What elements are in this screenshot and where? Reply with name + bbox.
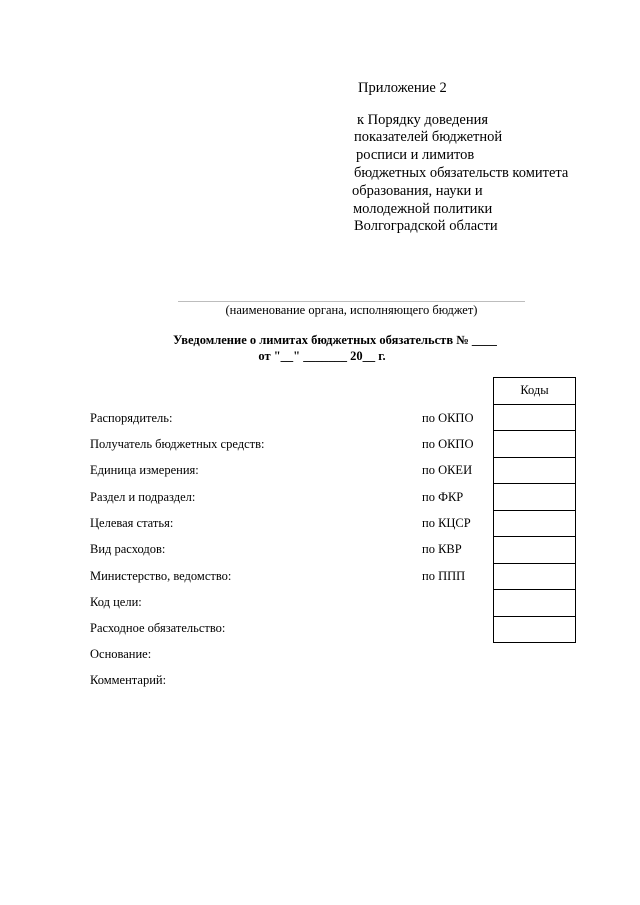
appendix-title: Приложение 2	[358, 80, 447, 96]
row-code-okei: по ОКЕИ	[422, 463, 473, 477]
code-cell[interactable]	[494, 404, 576, 431]
appendix-line: бюджетных обязательств комитета	[354, 165, 569, 181]
notice-title	[0, 333, 640, 364]
appendix-line: образования, науки и	[352, 183, 483, 199]
row-code-kvr: по КВР	[422, 542, 462, 556]
code-cell[interactable]	[494, 563, 576, 590]
notice-title-line2: от "__" _______ 20__ г.	[258, 349, 386, 363]
code-cell[interactable]	[494, 484, 576, 511]
row-label-ministry: Министерство, ведомство:	[90, 569, 232, 583]
row-label-unit: Единица измерения:	[90, 463, 199, 477]
row-code-kcsr: по КЦСР	[422, 516, 471, 530]
code-cell[interactable]	[494, 616, 576, 643]
code-cell[interactable]	[494, 537, 576, 564]
row-label-goal-code: Код цели:	[90, 595, 142, 609]
row-label-section: Раздел и подраздел:	[90, 490, 196, 504]
org-name-caption: (наименование органа, исполняющего бюджет)	[225, 303, 478, 317]
notice-title-line1: Уведомление о лимитах бюджетных обязательств № ____	[173, 333, 497, 347]
codes-header: Коды	[494, 378, 576, 405]
org-name-line	[178, 301, 525, 302]
code-cell[interactable]	[494, 510, 576, 537]
appendix-line: показателей бюджетной	[354, 129, 503, 145]
row-code-okpo: по ОКПО	[422, 411, 474, 425]
row-label-recipient: Получатель бюджетных средств:	[90, 437, 265, 451]
appendix-line: Волгоградской области	[354, 218, 498, 234]
appendix-line: росписи и лимитов	[356, 147, 475, 163]
row-code-okpo: по ОКПО	[422, 437, 474, 451]
code-cell[interactable]	[494, 457, 576, 484]
code-cell[interactable]	[494, 431, 576, 458]
codes-table	[493, 377, 576, 643]
row-label-distributor: Распорядитель:	[90, 411, 173, 425]
row-code-fkr: по ФКР	[422, 490, 464, 504]
row-label-target-article: Целевая статья:	[90, 516, 174, 530]
row-label-comment: Комментарий:	[90, 673, 167, 687]
appendix-line: молодежной политики	[353, 201, 493, 217]
code-cell[interactable]	[494, 590, 576, 617]
row-code-ppp: по ППП	[422, 569, 466, 583]
row-label-expense-type: Вид расходов:	[90, 542, 166, 556]
appendix-line: к Порядку доведения	[357, 112, 489, 128]
row-label-obligation: Расходное обязательство:	[90, 621, 226, 635]
row-label-basis: Основание:	[90, 647, 152, 661]
